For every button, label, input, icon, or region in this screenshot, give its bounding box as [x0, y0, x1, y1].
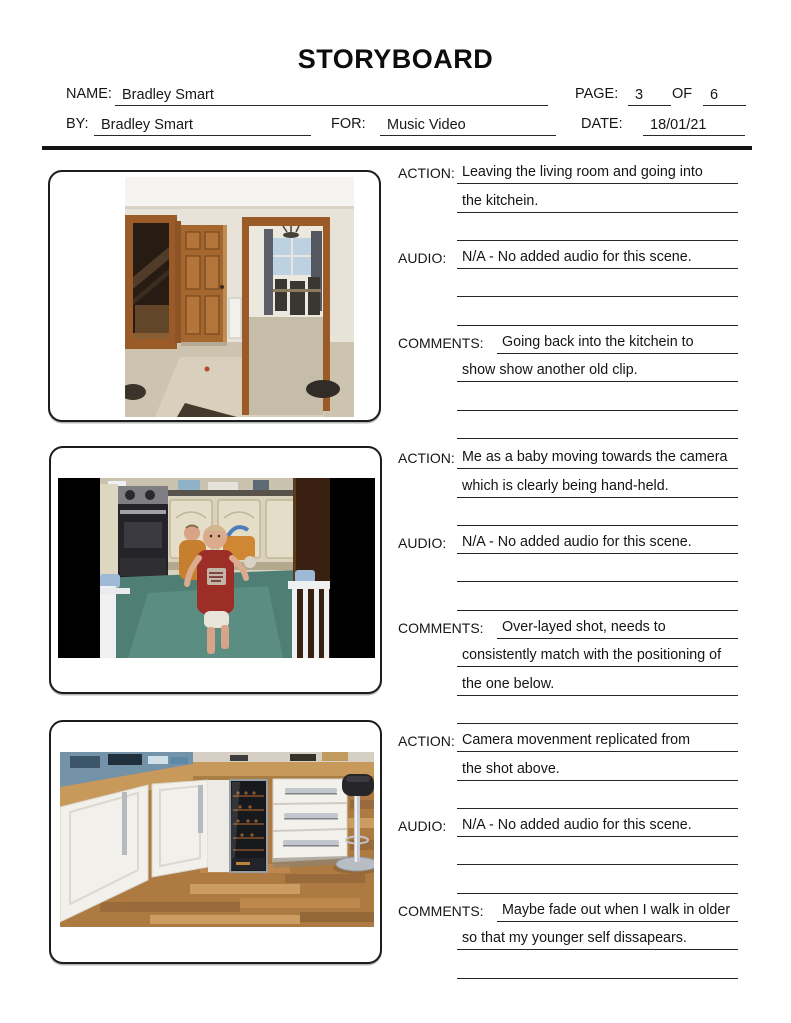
- action-line: Leaving the living room and going into: [457, 156, 738, 184]
- comments-line: [457, 950, 738, 978]
- baby-kitchen-video-still: [58, 478, 375, 658]
- of-label: OF: [672, 86, 693, 102]
- action-line: which is clearly being hand-held.: [457, 469, 738, 497]
- panel-3-fields: [398, 724, 738, 979]
- action-label: ACTION:: [398, 450, 455, 466]
- page-title: STORYBOARD: [297, 44, 494, 74]
- audio-label: AUDIO:: [398, 535, 447, 551]
- date-value: 18/01/21: [650, 117, 707, 133]
- action-line: Camera movenment replicated from: [457, 724, 738, 752]
- audio-line: [457, 837, 738, 865]
- action-line: the shot above.: [457, 752, 738, 780]
- comments-label: COMMENTS:: [398, 335, 484, 351]
- panel-2-fields: [398, 441, 738, 724]
- audio-line: N/A - No added audio for this scene.: [457, 241, 738, 269]
- action-line: [457, 498, 738, 526]
- page-number-label: PAGE:: [575, 86, 619, 102]
- for-label: FOR:: [331, 116, 366, 132]
- for-value: Music Video: [387, 117, 466, 133]
- audio-label: AUDIO:: [398, 818, 447, 834]
- storyboard-panel-2: [49, 446, 382, 694]
- comments-line: Maybe fade out when I walk in older: [497, 894, 738, 922]
- living-room-doorway-photo: [125, 177, 354, 417]
- comments-line: Over-layed shot, needs to: [497, 611, 738, 639]
- audio-line: N/A - No added audio for this scene.: [457, 526, 738, 554]
- audio-line: [457, 582, 738, 610]
- name-value: Bradley Smart: [122, 87, 214, 103]
- by-label: BY:: [66, 116, 89, 132]
- storyboard-panel-3: [49, 720, 382, 964]
- for-field: [380, 113, 556, 136]
- by-field: [94, 113, 311, 136]
- action-label: ACTION:: [398, 165, 455, 181]
- action-line: the kitchein.: [457, 184, 738, 212]
- action-line: [457, 213, 738, 241]
- audio-line: [457, 269, 738, 297]
- comments-label: COMMENTS:: [398, 903, 484, 919]
- audio-line: [457, 297, 738, 325]
- audio-line: [457, 865, 738, 893]
- audio-line: [457, 554, 738, 582]
- comments-line: the one below.: [457, 667, 738, 695]
- audio-label: AUDIO:: [398, 250, 447, 266]
- action-label: ACTION:: [398, 733, 455, 749]
- date-label: DATE:: [581, 116, 623, 132]
- audio-line: N/A - No added audio for this scene.: [457, 809, 738, 837]
- comments-line: Going back into the kitchein to: [497, 326, 738, 354]
- header-divider: [42, 146, 752, 150]
- comments-line: [457, 411, 738, 439]
- comments-line: consistently match with the positioning of: [457, 639, 738, 667]
- storyboard-panel-1: [48, 170, 381, 422]
- page-number-field: [628, 83, 671, 106]
- name-label: NAME:: [66, 86, 112, 102]
- by-value: Bradley Smart: [101, 117, 193, 133]
- page-number-value: 3: [635, 87, 644, 103]
- comments-line: [457, 382, 738, 410]
- date-field: [643, 113, 745, 136]
- kitchen-wine-cooler-photo: [60, 752, 374, 927]
- comments-line: so that my younger self dissapears.: [457, 922, 738, 950]
- name-field: [115, 83, 548, 106]
- page-total-value: 6: [710, 87, 719, 103]
- action-line: Me as a baby moving towards the camera: [457, 441, 738, 469]
- comments-line: show show another old clip.: [457, 354, 738, 382]
- page-total-field: [703, 83, 746, 106]
- comments-line: [457, 696, 738, 724]
- action-line: [457, 781, 738, 809]
- comments-label: COMMENTS:: [398, 620, 484, 636]
- panel-1-fields: [398, 156, 738, 439]
